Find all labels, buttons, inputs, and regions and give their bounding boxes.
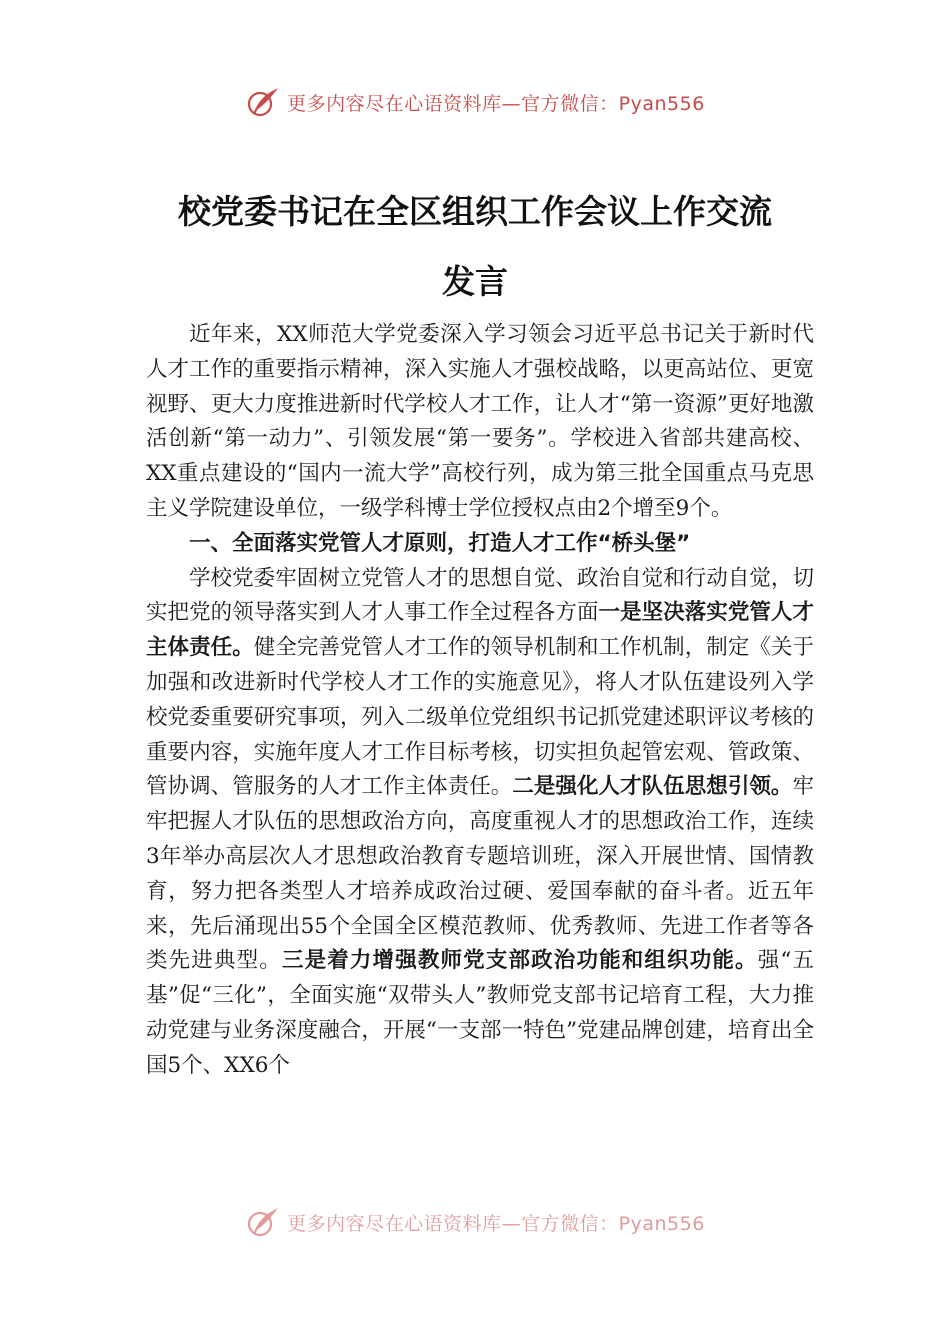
intro-paragraph: 近年来，XX师范大学党委深入学习领会习近平总书记关于新时代人才工作的重要指示精神，深入实施人才强校战略，以更高站位、更宽视野、更大力度推进新时代学校人才工作，让人才“第一资源”更好地激活创新“第一动力”、引领发展“第一要务”。学校进入省部共建高校、XX重点建设的“国内一流大学”高校行列，成为第三批全国重点马克思主义学院建设单位，一级学科博士学位授权点由2个增至9个。 (146, 322, 814, 521)
point-2-title: 二是强化人才队伍思想引领。 (512, 774, 793, 800)
quill-pen-logo-icon (245, 1204, 281, 1240)
quill-pen-logo-icon (245, 84, 281, 120)
point-1-text: 健全完善党管人才工作的领导机制和工作机制，制定《关于加强和改进新时代学校人才工作的实施意见》，将人才队伍建设列入学校党委重要研究事项，列入二级单位党组织书记抓党建述职评议考核的重要内容，实施年度人才工作目标考核，切实担负起管宏观、管政策、管协调、管服务的人才工作主体责任。 (146, 635, 814, 800)
watermark-text: 更多内容尽在心语资料库—官方微信：Pyan556 (287, 92, 705, 115)
page-title-line-1: 校党委书记在全区组织工作会议上作交流 (178, 192, 772, 231)
section-1-heading: 一、全面落实党管人才原则，打造人才工作“桥头堡” (189, 530, 691, 556)
watermark-text: 更多内容尽在心语资料库—官方微信：Pyan556 (287, 1212, 705, 1235)
section-1-lead: 学校党委牢固树立党管人才的思想自觉、政治自觉和行动自觉，切实把党的领导落实到人才人事工作全过程各方面 (146, 565, 814, 626)
point-3-text: 强“五基”促“三化”，全面实施“双带头人”教师党支部书记培育工程，大力推动党建与业务深度融合，开展“一支部一特色”党建品牌创建，培育出全国5个、XX6个 (146, 948, 814, 1078)
document-body (146, 318, 814, 1084)
section-1-paragraph (146, 562, 814, 1084)
watermark-bottom (0, 1202, 950, 1242)
point-3-title: 三是着力增强教师党支部政治功能和组织功能。 (281, 948, 758, 974)
point-2-text: 牢牢把握人才队伍的思想政治方向，高度重视人才的思想政治工作，连续3年举办高层次人才思想政治教育专题培训班，深入开展世情、国情教育，努力把各类型人才培养成政治过硬、爱国奉献的奋斗者。近五年来，先后涌现出55个全国全区模范教师、优秀教师、先进工作者等各类先进典型。 (146, 774, 814, 974)
page-title-line-2: 发言 (442, 262, 508, 301)
point-1-title: 一是坚决落实党管人才主体责任。 (146, 600, 814, 661)
watermark-top (0, 82, 950, 122)
